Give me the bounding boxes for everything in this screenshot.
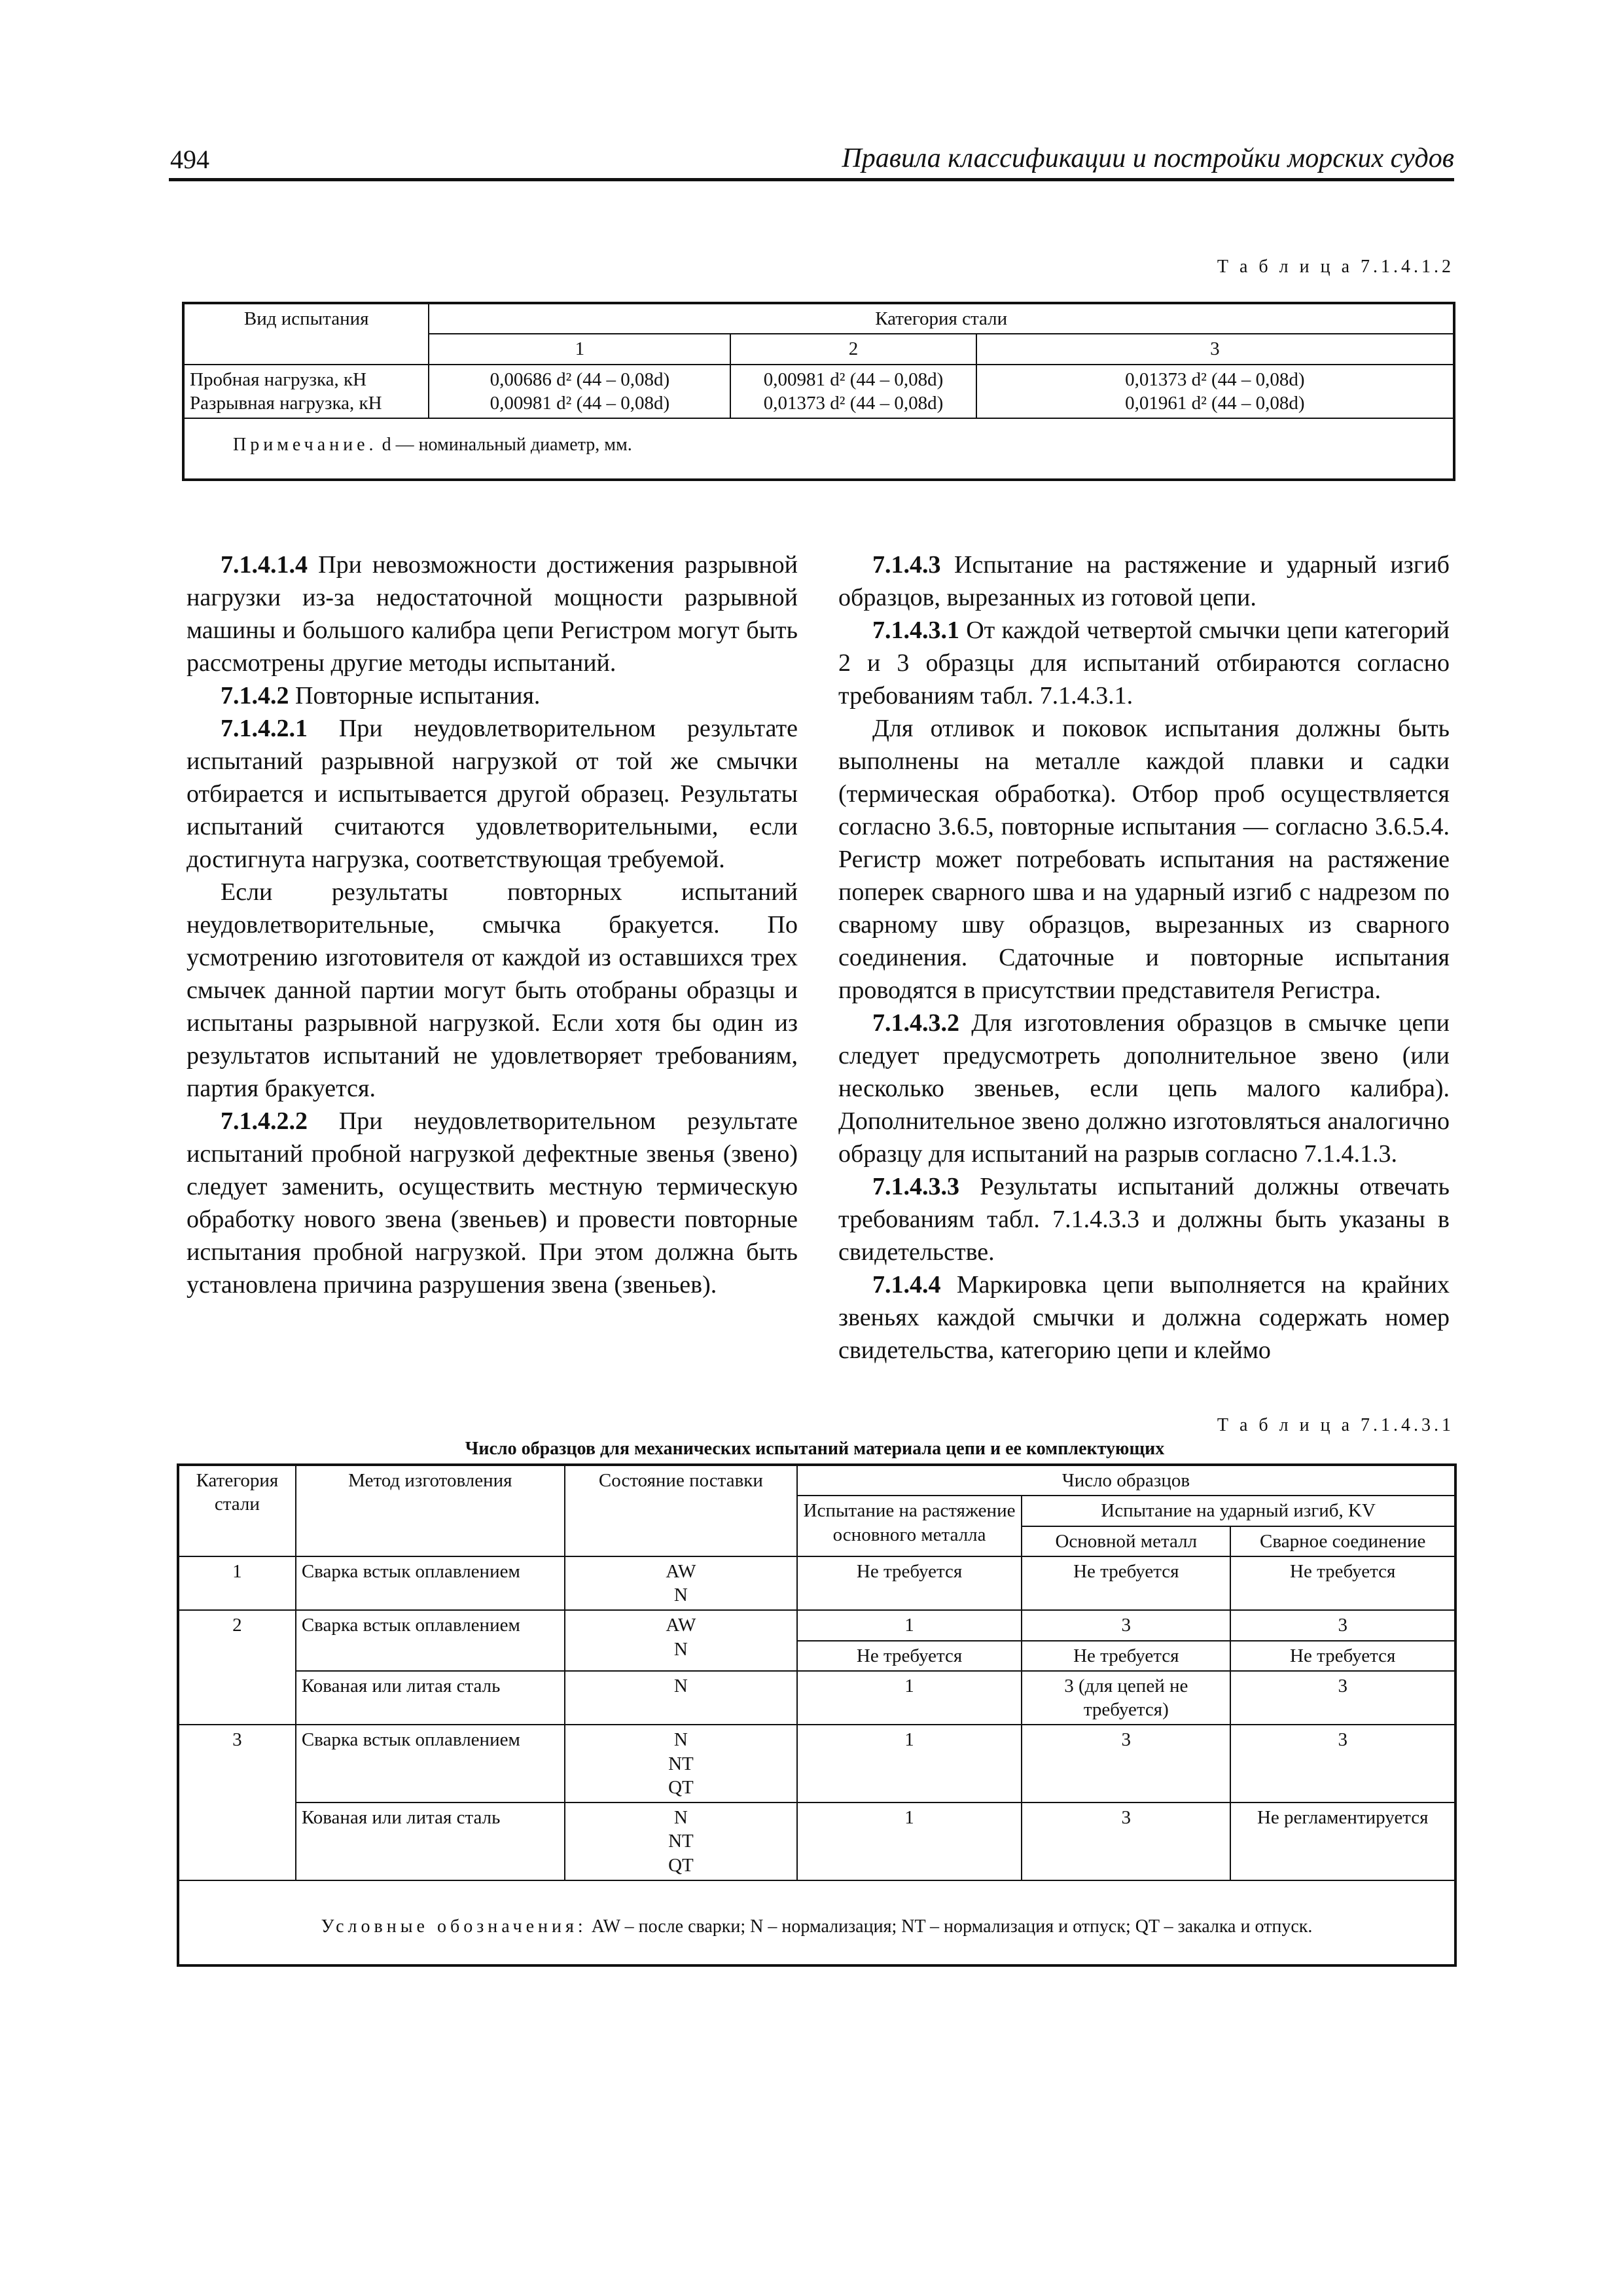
t1-col3-values: [976, 365, 1454, 419]
t2-head-weld: Сварное соединение: [1230, 1526, 1455, 1556]
t2-row2-method: Сварка встык оплавлением: [296, 1610, 565, 1671]
left-column: [187, 548, 798, 1301]
t2-row1-tensile: Не требуется: [797, 1556, 1022, 1611]
t2-row2-base-a: 3: [1022, 1610, 1230, 1640]
t2-row4-cond: N NT QT: [565, 1725, 797, 1803]
t2-row4-base: 3: [1022, 1725, 1230, 1803]
t2-head-tensile: Испытание на растяжение основного металла: [797, 1496, 1022, 1556]
t2-row1-cat: 1: [178, 1556, 296, 1611]
paragraph-castings: Для отливок и поковок испытания должны быть выполнены на металле каждой плавки и садки (термическая обработка). Отбор проб осуществляется согласно 3.6.5, повторные испытания — согласно 3.6.5.4. Регистр может потребовать испытания на растяжение поперек сварного шва и на ударный изгиб с надрезом по сварному шву образцов, вырезанных из сварного соединения. Сдаточные и повторные испытания проводятся в присутствии представителя Регистра.: [838, 715, 1450, 1004]
paragraph-7-1-4-3: 7.1.4.3 Испытание на растяжение и ударный изгиб образцов, вырезанных из готовой цепи.: [838, 551, 1450, 611]
table2-caption: Т а б л и ц а 7.1.4.3.1: [1217, 1415, 1454, 1435]
table1-caption: Т а б л и ц а 7.1.4.1.2: [1217, 257, 1454, 277]
t1-break-1: 0,00981 d² (44 – 0,08d): [490, 392, 670, 414]
paragraph-7-1-4-2: 7.1.4.2 Повторные испытания.: [221, 682, 541, 709]
t1-proof-1: 0,00686 d² (44 – 0,08d): [490, 368, 670, 390]
t2-row2-cond: AW N: [565, 1610, 797, 1671]
paragraph-7-1-4-3-2: 7.1.4.3.2 Для изготовления образцов в смычке цепи следует предусмотреть дополнительное звено (или несколько звеньев, если цепь малого калибра). Дополнительное звено должно изготовляться аналогично образцу для испытаний на разрыв согласно 7.1.4.1.3.: [838, 1009, 1450, 1168]
t2-head-base: Основной металл: [1022, 1526, 1230, 1556]
paragraph-7-1-4-3-3: 7.1.4.3.3 Результаты испытаний должны отвечать требованиям табл. 7.1.4.3.3 и должны быть указаны в свидетельстве.: [838, 1173, 1450, 1266]
t1-note-label: Примечание.: [233, 435, 378, 455]
t1-break-2: 0,01373 d² (44 – 0,08d): [763, 392, 944, 414]
t2-row1-weld: Не требуется: [1230, 1556, 1455, 1611]
t2-row3-tensile: 1: [797, 1671, 1022, 1725]
t2-row2-weld-a: 3: [1230, 1610, 1455, 1640]
t2-row1-cond: AW N: [565, 1556, 797, 1611]
t2-row1-base: Не требуется: [1022, 1556, 1230, 1611]
t2-row5-method: Кованая или литая сталь: [296, 1803, 565, 1880]
table2-title: Число образцов для механических испытаний материала цепи и ее комплектующих: [465, 1439, 1165, 1459]
t1-proof-2: 0,00981 d² (44 – 0,08d): [763, 368, 944, 390]
paragraph-repeat-tests: Если результаты повторных испытаний неудовлетворительные, смычка бракуется. По усмотрению изготовителя от каждой из оставшихся трех смычек данной партии могут быть отобраны образцы и испытаны разрывной нагрузкой. Если хотя бы один из результатов испытаний не удовлетворяет требованиям, партия бракуется.: [187, 878, 798, 1102]
t2-row5-base: 3: [1022, 1803, 1230, 1880]
t2-row3-cond: N: [565, 1671, 797, 1725]
page-number: 494: [170, 145, 209, 174]
t1-row-proof: Пробная нагрузка, кН: [190, 368, 367, 390]
t1-row-labels: [183, 365, 429, 419]
t2-head-category: Категория стали: [178, 1465, 296, 1556]
t2-head-impact: Испытание на ударный изгиб, KV: [1022, 1496, 1455, 1526]
t2-legend: [178, 1880, 1455, 1965]
paragraph-7-1-4-4: 7.1.4.4 Маркировка цепи выполняется на крайних звеньях каждой смычки и должна содержать номер свидетельства, категорию цепи и клеймо: [838, 1271, 1450, 1364]
paragraph-7-1-4-1-4: 7.1.4.1.4 При невозможности достижения разрывной нагрузки из-за недостаточной мощности разрывной машины и большого калибра цепи Регистром могут быть рассмотрены другие методы испытаний.: [187, 551, 798, 677]
t1-cat-2: 2: [730, 334, 976, 364]
t2-head-count: Число образцов: [797, 1465, 1455, 1496]
t1-note-text: d — номинальный диаметр, мм.: [382, 435, 632, 455]
t1-note: [183, 418, 1454, 480]
t1-cat-1: 1: [429, 334, 730, 364]
t2-row5-tensile: 1: [797, 1803, 1022, 1880]
t1-row-break: Разрывная нагрузка, кН: [190, 392, 382, 414]
right-column: [838, 548, 1450, 1367]
t2-legend-text: AW – после сварки; N – нормализация; NT – нормализация и отпуск; QT – закалка и отпуск.: [586, 1916, 1313, 1937]
t1-col1-values: [429, 365, 730, 419]
t2-row4-cat: 3: [178, 1725, 296, 1880]
table-7-1-4-1-2: [182, 302, 1455, 481]
t1-break-3: 0,01961 d² (44 – 0,08d): [1125, 392, 1305, 414]
t2-head-method: Метод изготовления: [296, 1465, 565, 1556]
t1-proof-3: 0,01373 d² (44 – 0,08d): [1125, 368, 1305, 390]
t2-head-condition: Состояние поставки: [565, 1465, 797, 1556]
t2-row5-cond: N NT QT: [565, 1803, 797, 1880]
t2-row2-cat: 2: [178, 1610, 296, 1725]
t2-row5-weld: Не регламентируется: [1230, 1803, 1455, 1880]
t2-row2-base-b: Не требуется: [1022, 1641, 1230, 1671]
t1-head-test: Вид испытания: [183, 303, 429, 365]
t2-row2-weld-b: Не требуется: [1230, 1641, 1455, 1671]
paragraph-7-1-4-2-1: 7.1.4.2.1 При неудовлетворительном результате испытаний разрывной нагрузкой от той же смычки отбирается и испытывается другой образец. Результаты испытаний считаются удовлетворительными, если достигнута нагрузка, соответствующая требуемой.: [187, 715, 798, 873]
t2-row3-base: 3 (для цепей не требуется): [1022, 1671, 1230, 1725]
header-rule: [169, 178, 1454, 181]
t2-row4-weld: 3: [1230, 1725, 1455, 1803]
t2-row1-method: Сварка встык оплавлением: [296, 1556, 565, 1611]
running-title: Правила классификации и постройки морских судов: [842, 143, 1454, 173]
t2-row2-tensile-b: Не требуется: [797, 1641, 1022, 1671]
paragraph-7-1-4-2-2: 7.1.4.2.2 При неудовлетворительном результате испытаний пробной нагрузкой дефектные звенья (звено) следует заменить, осуществить местную термическую обработку нового звена (звеньев) и провести повторные испытания пробной нагрузкой. При этом должна быть установлена причина разрушения звена (звеньев).: [187, 1107, 798, 1299]
paragraph-7-1-4-3-1: 7.1.4.3.1 От каждой четвертой смычки цепи категорий 2 и 3 образцы для испытаний отбираются согласно требованиям табл. 7.1.4.3.1.: [838, 617, 1450, 709]
t2-row4-method: Сварка встык оплавлением: [296, 1725, 565, 1803]
t1-cat-3: 3: [976, 334, 1454, 364]
t2-row2-tensile-a: 1: [797, 1610, 1022, 1640]
t1-head-category: Категория стали: [429, 303, 1454, 334]
t2-row4-tensile: 1: [797, 1725, 1022, 1803]
t1-col2-values: [730, 365, 976, 419]
t2-legend-label: Условные обозначения:: [321, 1916, 587, 1937]
t2-row3-weld: 3: [1230, 1671, 1455, 1725]
table-7-1-4-3-1: [177, 1463, 1457, 1967]
t2-row3-method: Кованая или литая сталь: [296, 1671, 565, 1725]
